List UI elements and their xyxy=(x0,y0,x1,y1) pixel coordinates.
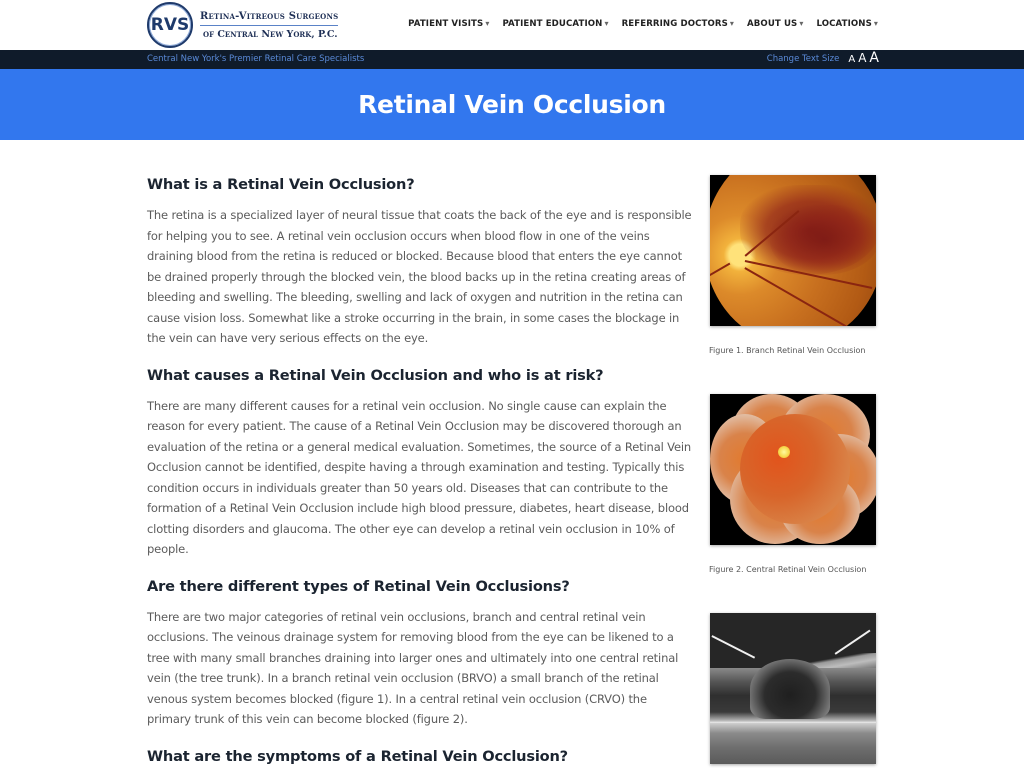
page-title-banner xyxy=(0,69,1024,140)
text-size-control xyxy=(767,51,879,65)
nav-locations[interactable] xyxy=(816,19,878,29)
figure-3 xyxy=(710,613,876,764)
section-paragraph: There are many different causes for a retinal vein occlusion. No single cause can explain the reason for every patient. The cause of a Retinal Vein Occlusion may be discovered thorough an evaluation of the retina or a general medical evaluation. Sometimes, the source of a Retinal Vein Occlusion cannot be identified, despite having a through examination and testing. Typically this condition occurs in individuals greater than 50 years old. Diseases that can contribute to the formation of a Retinal Vein Occlusion include high blood pressure, diabetes, heart disease, blood clotting disorders and glaucoma. The other eye can develop a retinal vein occlusion in 10% of people. xyxy=(147,398,692,556)
section-paragraph: There are two major categories of retinal vein occlusions, branch and central retinal vein occlusions. The veinous drainage system for removing blood from the eye can be likened to a tree with many small branches draining into larger ones and ultimately into one central retinal vein (the tree trunk). In a branch retinal vein occlusion (BRVO) a small branch of the retinal venous system becomes blocked (figure 1). In a central retinal vein occlusion (CRVO) the primary trunk of this vein can become blocked (figure 2). xyxy=(147,609,679,726)
nav-referring-doctors[interactable] xyxy=(622,19,734,29)
chevron-down-icon: ▾ xyxy=(799,19,804,28)
figure-caption: Figure 1. Branch Retinal Vein Occlusion xyxy=(709,346,866,355)
nav-about-us[interactable] xyxy=(747,19,803,29)
site-logo[interactable] xyxy=(147,2,338,48)
text-size-medium-button[interactable]: A xyxy=(858,51,867,65)
tagline: Central New York's Premier Retinal Care Specialists xyxy=(147,54,365,64)
text-size-small-button[interactable]: A xyxy=(848,54,856,65)
chevron-down-icon: ▾ xyxy=(729,19,735,28)
figure-caption: Figure 2. Central Retinal Vein Occlusion xyxy=(709,565,867,574)
logo-mark: RVS xyxy=(147,2,193,48)
logo-wordmark xyxy=(200,11,338,40)
oct-scan-image[interactable] xyxy=(710,613,876,764)
logo-line-1: Retina-Vitreous Surgeons xyxy=(200,11,338,26)
chevron-down-icon: ▾ xyxy=(604,19,609,28)
text-size-large-button[interactable]: A xyxy=(869,50,879,66)
top-info-bar xyxy=(0,50,1024,69)
section-paragraph: The retina is a specialized layer of neural tissue that coats the back of the eye and is responsible for helping you to see. A retinal vein occlusion occurs when blood flow in one of the veins draining blood from the retina is reduced or blocked. Because blood that enters the eye cannot be drained properly through the blocked vein, the blood backs up in the retina creating areas of bleeding and swelling. The bleeding, swelling and lack of oxygen and nutrition in the retina can cause vision loss. Somewhat like a stroke occurring in the brain, in some cases the blockage in the vein can have very serious effects on the eye. xyxy=(147,208,692,345)
chevron-down-icon: ▾ xyxy=(873,19,878,28)
logo-line-2: of Central New York, P.C. xyxy=(203,28,338,40)
nav-label: LOCATIONS xyxy=(816,19,872,29)
nav-label: ABOUT US xyxy=(747,19,798,29)
fundus-photo-crvo-image[interactable] xyxy=(710,394,876,545)
site-header xyxy=(0,0,1024,50)
nav-label: REFERRING DOCTORS xyxy=(621,19,728,29)
text-size-label: Change Text Size xyxy=(766,54,840,64)
nav-patient-visits[interactable] xyxy=(408,19,489,29)
chevron-down-icon: ▾ xyxy=(485,19,490,28)
main-nav xyxy=(408,19,878,29)
section-heading: What causes a Retinal Vein Occlusion and who is at risk? xyxy=(147,366,604,384)
section-heading: What are the symptoms of a Retinal Vein Occlusion? xyxy=(147,747,568,765)
fundus-photo-brvo-image[interactable] xyxy=(710,175,876,326)
nav-patient-education[interactable] xyxy=(502,19,608,29)
article-body xyxy=(147,174,692,768)
page-title: Retinal Vein Occlusion xyxy=(358,90,666,119)
nav-label: PATIENT VISITS xyxy=(408,19,484,29)
section-heading: What is a Retinal Vein Occlusion? xyxy=(147,176,415,193)
section-heading: Are there different types of Retinal Vein Occlusions? xyxy=(147,577,570,595)
figure-1 xyxy=(710,175,876,355)
nav-label: PATIENT EDUCATION xyxy=(502,19,603,29)
figure-2 xyxy=(710,394,876,574)
